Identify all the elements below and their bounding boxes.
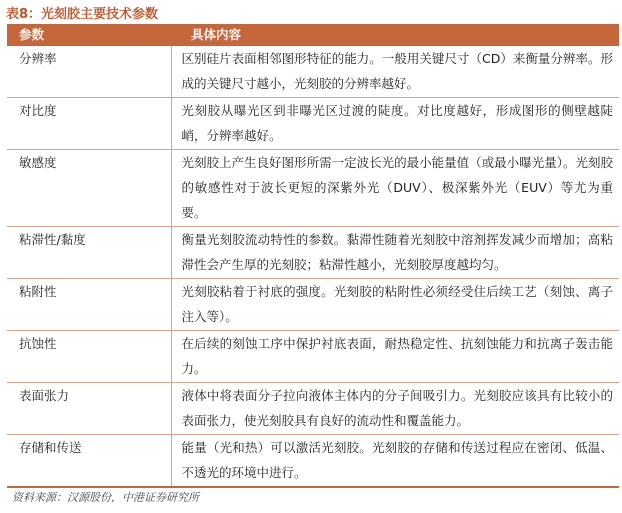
header-param: 参数 [7, 24, 171, 46]
param-name: 存储和传送 [7, 435, 171, 488]
table-row [7, 46, 619, 98]
table-row [7, 279, 619, 331]
param-name: 粘附性 [7, 279, 171, 331]
param-description: 光刻胶上产生良好图形所需一定波长光的最小能量值（或最小曝光量）。光刻胶的敏感性对于波长更短的深紫外光（DUV）、极深紫外光（EUV）等尤为重要。 [171, 150, 619, 227]
param-description: 在后续的刻蚀工序中保护衬底表面，耐热稳定性、抗刻蚀能力和抗离子轰击能力。 [171, 331, 619, 383]
param-description: 光刻胶粘着于衬底的强度。光刻胶的粘附性必须经受住后续工艺（刻蚀、离子注入等）。 [171, 279, 619, 331]
table-row [7, 227, 619, 279]
param-name: 对比度 [7, 98, 171, 150]
source-note: 资料来源：汉源股份，中港证券研究所 [12, 491, 199, 504]
table-header [7, 24, 619, 46]
table-row [7, 435, 619, 488]
param-name: 表面张力 [7, 383, 171, 435]
parameters-table [7, 24, 619, 488]
param-description: 光刻胶从曝光区到非曝光区过渡的陡度。对比度越好，形成图形的侧壁越陡峭，分辨率越好。 [171, 98, 619, 150]
param-name: 敏感度 [7, 150, 171, 227]
table-body [7, 46, 619, 487]
param-name: 粘滞性/黏度 [7, 227, 171, 279]
param-name: 分辨率 [7, 46, 171, 98]
table-row [7, 150, 619, 227]
table-row [7, 98, 619, 150]
table-row [7, 331, 619, 383]
param-description: 能量（光和热）可以激活光刻胶。光刻胶的存储和传送过程应在密闭、低温、不透光的环境中进行。 [171, 435, 619, 488]
table-title: 表8：光刻胶主要技术参数 [6, 7, 159, 22]
header-row [7, 24, 619, 46]
header-content: 具体内容 [171, 24, 619, 46]
param-description: 衡量光刻胶流动特性的参数。黏滞性随着光刻胶中溶剂挥发减少而增加；高粘滞性会产生厚的光刻胶；粘滞性越小，光刻胶厚度越均匀。 [171, 227, 619, 279]
table-row [7, 383, 619, 435]
param-name: 抗蚀性 [7, 331, 171, 383]
param-description: 区别硅片表面相邻图形特征的能力。一般用关键尺寸（CD）来衡量分辨率。形成的关键尺寸越小，光刻胶的分辨率越好。 [171, 46, 619, 98]
param-description: 液体中将表面分子拉向液体主体内的分子间吸引力。光刻胶应该具有比较小的表面张力，使光刻胶具有良好的流动性和覆盖能力。 [171, 383, 619, 435]
